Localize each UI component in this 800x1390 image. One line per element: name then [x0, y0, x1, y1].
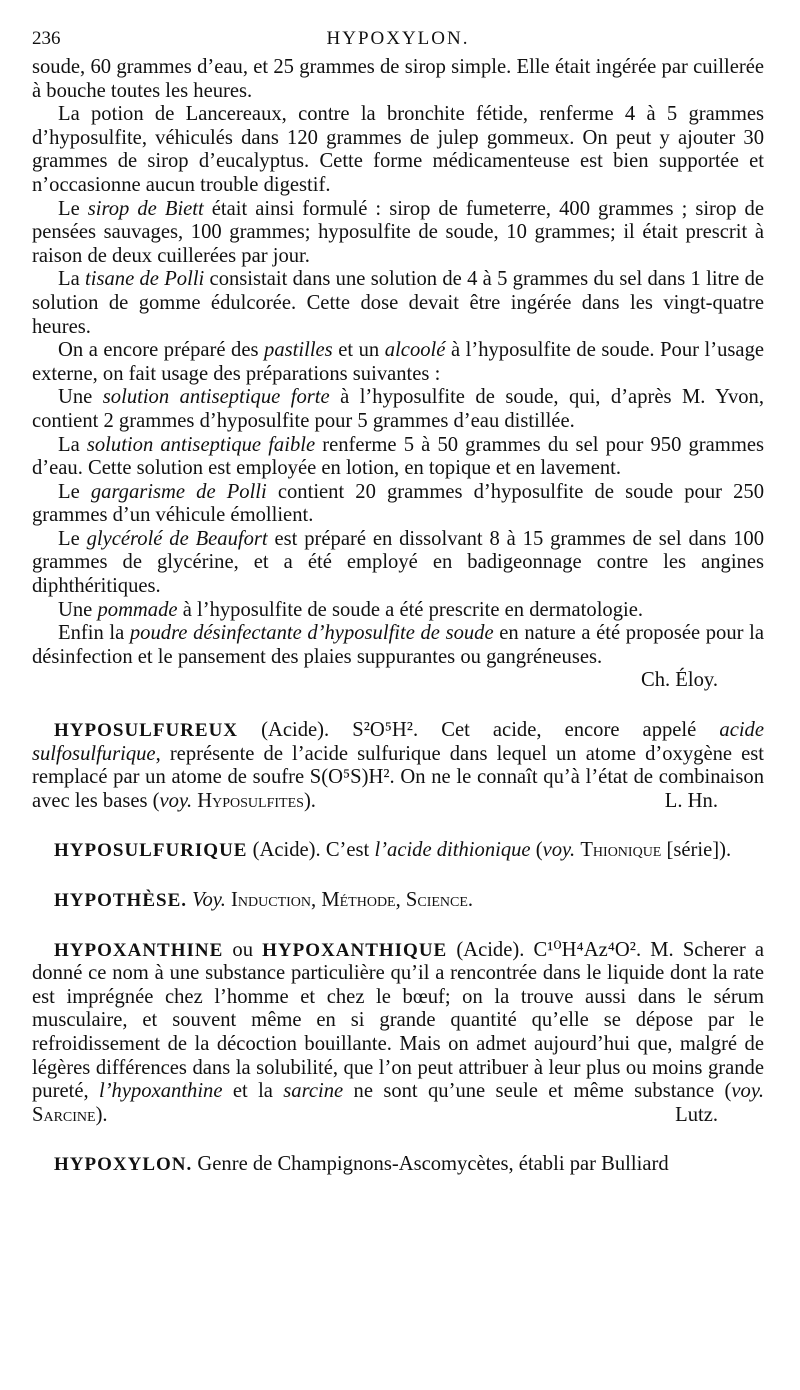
paragraph: La tisane de Polli consistait dans une solution de 4 à 5 grammes du sel dans 1 litre de solution de gomme édulcorée. Cette dose devait être ingérée dans les vingt-quatre heures.: [32, 268, 765, 338]
entry-headword: HYPOXANTHIQUE: [262, 939, 448, 961]
entry-hypoxanthine: HYPOXANTHINE ou HYPOXANTHIQUE (Acide). C¹⁰H⁴Az⁴O². M. Scherer a donné ce nom à une substance particulière qu’il a rencontrée dans le liquide dont la rate est imprégnée chez l’homme et chez le bœuf; on la trouve aussi dans le sérum musculaire, et souvent même en si grande quantité qu’elle se dépose par le refroidissement de la décoction bouillante. Mais on admet aujourd’hui que, malgré de légères différences dans la solubilité, que l’on peut attribuer à leur plus ou moins grande pureté, l’hypoxanthine et la sarcine ne sont qu’une seule et même substance (voy. Sarcine). Lutz.: [32, 938, 764, 1126]
entry-headword: HYPOSULFUREUX: [54, 720, 239, 742]
cross-reference: Thionique: [580, 839, 662, 862]
paragraph: Enfin la poudre désinfectante d’hyposulfite de soude en nature a été proposée pour la désinfection et le pansement des plaies suppurantes ou gangréneuses.: [32, 622, 764, 668]
page-header: [32, 22, 764, 56]
entry-headword: HYPOXANTHINE: [54, 939, 224, 961]
author-signature: Ch. Éloy.: [640, 669, 718, 692]
entry-hypoxylon: HYPOXYLON. Genre de Champignons-Ascomycètes, établi par Bulliard: [54, 1153, 669, 1176]
paragraph: Le glycérolé de Beaufort est préparé en dissolvant 8 à 15 grammes de sel dans 100 grammes de glycérine, et a été employé en badigeonnage contre les angines diphthéritiques.: [32, 527, 764, 598]
paragraph: Le sirop de Biett était ainsi formulé : sirop de fumeterre, 400 grammes ; sirop de pensées sauvages, 100 grammes; hyposulfite de soude, 10 grammes; il était prescrit à raison de deux cuillerées par jour.: [32, 197, 764, 267]
cross-reference: Sarcine: [32, 1103, 96, 1126]
cross-reference: Hyposulfites: [197, 789, 304, 812]
entry-headword: HYPOSULFURIQUE: [54, 840, 248, 862]
body-text: [32, 56, 764, 1177]
paragraph: Le gargarisme de Polli contient 20 grammes d’hyposulfite de soude pour 250 grammes d’un véhicule émollient.: [32, 480, 764, 527]
entry-headword: HYPOXYLON.: [54, 1154, 193, 1176]
paragraph: Une pommade à l’hyposulfite de soude a été prescrite en dermatologie.: [58, 598, 644, 621]
cross-reference: Induction, Méthode, Science.: [225, 889, 474, 911]
entry-hyposulfureux: HYPOSULFUREUX (Acide). S²O⁵H². Cet acide, encore appelé acide sulfosulfurique, représente de l’acide sulfurique dans lequel un atome d’oxygène est remplacé par un atome de soufre S(O⁵S)H². On ne le connaît qu’à l’état de combinaison avec les bases (voy. Hyposulfites). L. Hn.: [32, 719, 764, 812]
entry-hypothese: HYPOTHÈSE. Voy. Induction, Méthode, Science.: [54, 889, 474, 911]
entry-headword: HYPOTHÈSE.: [54, 890, 187, 911]
paragraph: La solution antiseptique faible renferme 5 à 50 grammes du sel pour 950 grammes d’eau. Cette solution est employée en lotion, en topique et en lavement.: [32, 433, 764, 480]
paragraph: Une solution antiseptique forte à l’hyposulfite de soude, qui, d’après M. Yvon, contient 2 grammes d’hyposulfite pour 5 grammes d’eau distillée.: [32, 386, 764, 432]
author-signature: Lutz.: [675, 1103, 718, 1126]
author-signature: L. Hn.: [664, 789, 718, 812]
paragraph: soude, 60 grammes d’eau, et 25 grammes de sirop simple. Elle était ingérée par cuillerée à bouche toutes les heures.: [32, 56, 764, 102]
running-title: HYPOXYLON.: [326, 28, 470, 49]
entry-hyposulfurique: HYPOSULFURIQUE (Acide). C’est l’acide dithionique (voy. Thionique [série]).: [54, 839, 732, 862]
page-number: 236: [32, 28, 61, 49]
paragraph: La potion de Lancereaux, contre la bronchite fétide, renferme 4 à 5 grammes d’hyposulfite, véhiculés dans 120 grammes de julep gommeux. On peut y ajouter 30 grammes de sirop d’eucalyptus. Cette forme médicamenteuse est bien supportée et n’occasionne aucun trouble digestif.: [32, 103, 764, 196]
paragraph: On a encore préparé des pastilles et un alcoolé à l’hyposulfite de soude. Pour l’usage externe, on fait usage des préparations suivantes :: [32, 339, 765, 385]
